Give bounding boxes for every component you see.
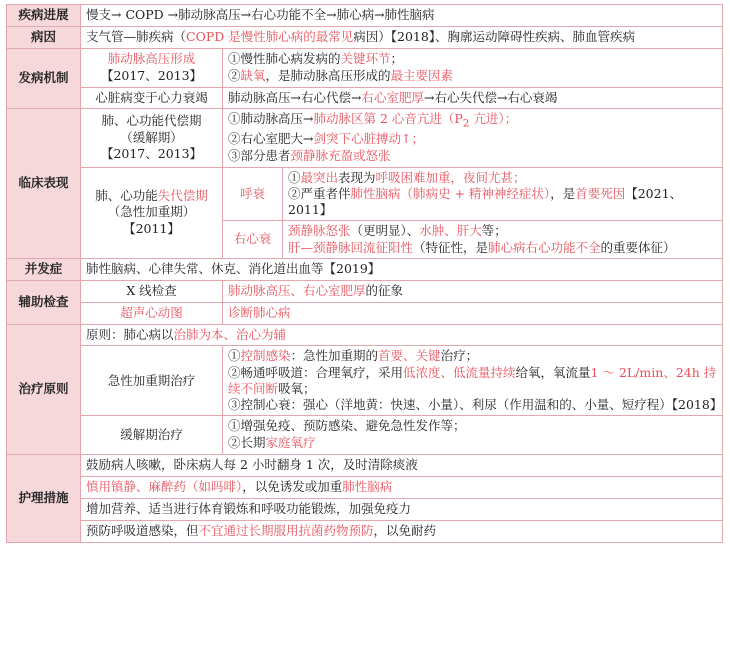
- nursing-4: [81, 520, 723, 542]
- compensated-title: [81, 109, 223, 167]
- category-nursing: 护理措施: [7, 455, 81, 543]
- h2d: 的重要体征）: [600, 239, 676, 255]
- c1b: 肺动脉区第 2 心音亢进（P: [313, 111, 463, 127]
- c2a: ②右心室肥大→: [228, 130, 314, 146]
- remission-title: 缓解期治疗: [81, 416, 223, 455]
- a1a: ①: [228, 348, 241, 364]
- h1a: 颈静脉怒张: [288, 223, 351, 239]
- h1d: 等；: [481, 223, 507, 239]
- row-nursing-4: [7, 520, 723, 542]
- acute-title: 急性加重期治疗: [81, 346, 223, 416]
- n2b: ，以免诱发或加重: [242, 479, 343, 495]
- heart-failure-title: 心脏病变于心力衰竭: [81, 87, 223, 109]
- pulmonary-hypertension-title: [81, 48, 223, 87]
- n2c: 肺性脑病: [342, 479, 393, 495]
- xray-title: X 线检查: [81, 280, 223, 302]
- ph-line2a: ②: [228, 67, 241, 83]
- n4c: ，以免耐药: [373, 522, 437, 538]
- h1c: 水肿、肝大: [419, 223, 482, 239]
- cause-t1: 支气管—肺疾病（: [86, 28, 187, 44]
- n4b: 不宜通过长期服用抗菌药物预防: [198, 522, 374, 538]
- cor-pulmonale-table: [6, 4, 723, 543]
- a1c: ：急性加重期的: [290, 348, 379, 364]
- a2c: 给氧，氧流量: [515, 364, 591, 380]
- row-nursing-3: [7, 498, 723, 520]
- ph-line1c: ；: [390, 50, 404, 66]
- n2a: 慎用镇静、麻醉药（如吗啡）: [86, 479, 243, 495]
- comp-sub: （缓解期）: [120, 129, 183, 145]
- r2e: 【2021、2011】: [288, 185, 683, 218]
- c1a: ①肺动脉高压→: [228, 111, 314, 127]
- r1c: 表现为: [338, 169, 376, 185]
- ph-line2b: 缺氧: [240, 67, 266, 83]
- r1d: 呼吸困难加重，夜间尤甚；: [375, 169, 526, 185]
- row-cause: [7, 26, 723, 48]
- category-cause: 病因: [7, 26, 81, 48]
- acute-content: [223, 346, 723, 416]
- principle-b: 治肺为本、治心为辅: [173, 326, 287, 342]
- r2c: ，是: [550, 185, 576, 201]
- row-mechanism-1: [7, 48, 723, 87]
- c1sub: 2: [462, 117, 470, 130]
- row-treatment-remission: [7, 416, 723, 455]
- c2b: 剑突下心脏搏动↑；: [313, 130, 424, 146]
- c3b: 颈静脉充盈或怒张: [290, 147, 391, 163]
- ph-title: 肺动脉高压形成: [107, 50, 196, 66]
- compensated-content: [223, 109, 723, 167]
- xray-b: 的征象: [365, 282, 404, 298]
- a1d: 首要、关键: [378, 348, 441, 364]
- xray-content: [223, 280, 723, 302]
- respiratory-failure-label: 呼衰: [223, 167, 283, 221]
- row-clinical-2: [7, 167, 723, 221]
- right-heart-failure-content: [283, 221, 723, 259]
- comp-title: 肺、心功能代偿期: [101, 112, 202, 128]
- category-complication: 并发症: [7, 258, 81, 280]
- hf-content: [223, 87, 723, 109]
- nursing-2: [81, 477, 723, 499]
- row-treatment-principle: [7, 324, 723, 346]
- category-aux: 辅助检查: [7, 280, 81, 324]
- decompensated-title: [81, 167, 223, 258]
- cause-t3: 最常见: [315, 28, 354, 44]
- c1c: 亢进）；: [469, 111, 518, 127]
- m2b: 家庭氧疗: [265, 435, 316, 451]
- comp-years: 【2017、2013】: [100, 146, 203, 162]
- row-mechanism-2: [7, 87, 723, 109]
- m2a: ②长期: [228, 435, 266, 451]
- row-treatment-acute: [7, 346, 723, 416]
- r2a: ②严重者伴: [288, 185, 351, 201]
- cause-text: [81, 26, 723, 48]
- row-aux-2: [7, 302, 723, 324]
- h2b: （特征性，是: [413, 239, 489, 255]
- a1e: 治疗；: [440, 348, 479, 364]
- row-aux-1: [7, 280, 723, 302]
- category-clinical: 临床表现: [7, 109, 81, 259]
- hf-a: 肺动脉高压→右心代偿→: [228, 89, 362, 105]
- decomp-a: 肺、心功能: [95, 187, 158, 203]
- respiratory-failure-content: [283, 167, 723, 221]
- ph-line1a: ①慢性肺心病发病的: [228, 50, 341, 66]
- a2d: 1 ～ 2L/min、24h 持续不间断: [228, 364, 717, 396]
- a3a: ③控制心衰：强心（洋地黄：快速、小量）、利尿（作用温和的、小量、短疗程）【2018】: [228, 397, 723, 413]
- row-complication: [7, 258, 723, 280]
- category-mechanism: 发病机制: [7, 48, 81, 109]
- principle-a: 原则：肺心病以: [86, 326, 174, 342]
- xray-a: 肺动脉高压、右心室肥厚: [228, 282, 366, 298]
- row-nursing-1: [7, 455, 723, 477]
- a2a: ②畅通呼吸道：合理氧疗，采用: [228, 364, 404, 380]
- r2b: 肺性脑病（肺病史 + 精神神经症状）: [350, 185, 551, 201]
- c3a: ③部分患者: [228, 147, 291, 163]
- complication-text: 肺性脑病、心律失常、休克、消化道出血等【2019】: [81, 258, 723, 280]
- nursing-1: 鼓励病人咳嗽，卧床病人每 2 小时翻身 1 次，及时清除痰液: [81, 455, 723, 477]
- cause-t2: COPD 是慢性肺心病的: [186, 28, 316, 44]
- h2c: 肺心病右心功能不全: [488, 239, 601, 255]
- row-progress: [7, 5, 723, 27]
- ph-years: 【2017、2013】: [100, 67, 203, 83]
- echo-title: 超声心动图: [81, 302, 223, 324]
- hf-c: →右心失代偿→右心衰竭: [423, 89, 558, 105]
- a2b: 低浓度、低流量持续: [403, 364, 516, 380]
- a1b: 控制感染: [240, 348, 291, 364]
- treatment-principle: [81, 324, 723, 346]
- row-clinical-1: [7, 109, 723, 167]
- decomp-c: （急性加重期）【2011】: [107, 204, 196, 237]
- nursing-3: 增加营养、适当进行体育锻炼和呼吸功能锻炼，加强免疫力: [81, 498, 723, 520]
- r1b: 最突出: [300, 169, 339, 185]
- progress-text: 慢支→ COPD →肺动脉高压→右心功能不全→肺心病→肺性脑病: [81, 5, 723, 27]
- a2e: 吸氧；: [278, 380, 316, 396]
- row-nursing-2: [7, 477, 723, 499]
- h1b: （更明显）、: [350, 223, 420, 239]
- right-heart-failure-label: 右心衰: [223, 221, 283, 259]
- h2a: 肝—颈静脉回流征阳性: [288, 239, 414, 255]
- r2d: 首要死因: [575, 185, 626, 201]
- ph-line1b: 关键环节: [340, 50, 391, 66]
- category-treatment: 治疗原则: [7, 324, 81, 455]
- ph-content: [223, 48, 723, 87]
- hf-b: 右心室肥厚: [361, 89, 424, 105]
- r1a: ①: [288, 169, 301, 185]
- cause-t4: 病因）【2018】、胸廓运动障碍性疾病、肺血管疾病: [353, 28, 636, 44]
- ph-line2d: 最主要因素: [390, 67, 454, 83]
- ph-line2c: ，是肺动脉高压形成的: [265, 67, 391, 83]
- decomp-b: 失代偿期: [157, 187, 208, 203]
- echo-content: 诊断肺心病: [223, 302, 723, 324]
- n4a: 预防呼吸道感染，但: [86, 522, 199, 538]
- m1: ①增强免疫、预防感染、避免急性发作等；: [228, 418, 466, 434]
- category-progress: 疾病进展: [7, 5, 81, 27]
- remission-content: [223, 416, 723, 455]
